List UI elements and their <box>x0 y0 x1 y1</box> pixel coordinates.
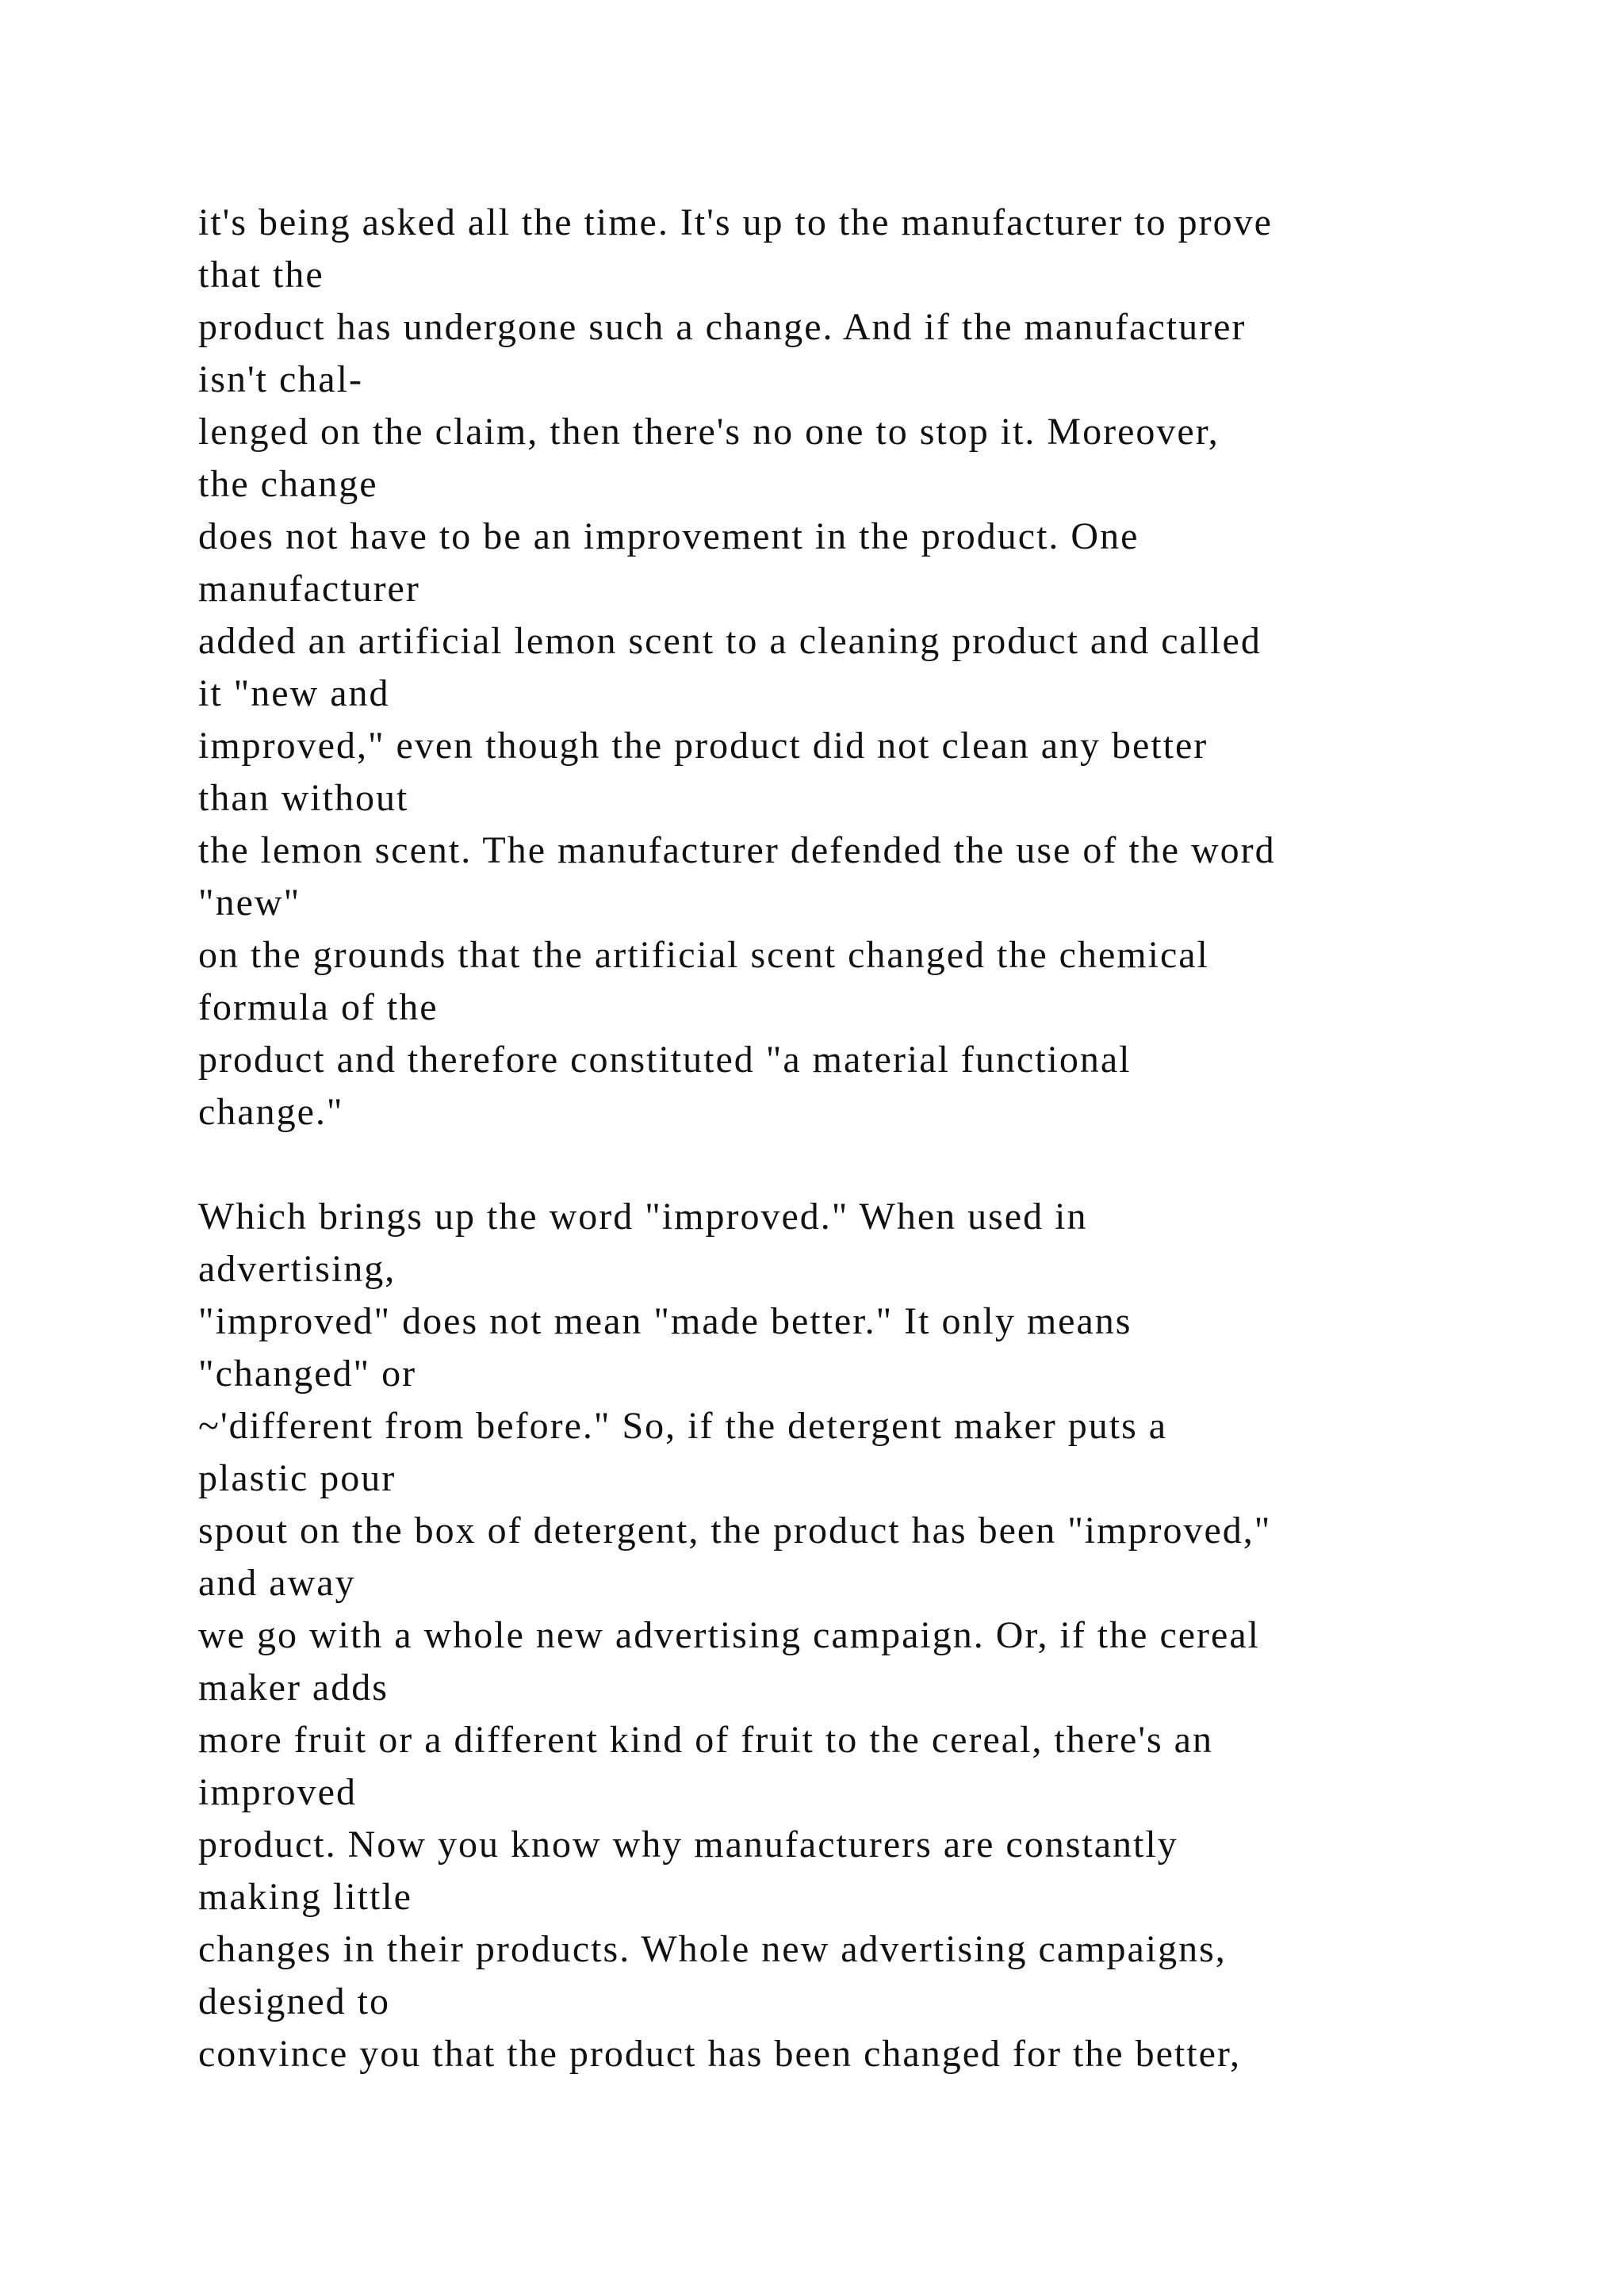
text-line: improved <box>198 1771 357 1813</box>
text-line: "changed" or <box>198 1353 417 1395</box>
text-line: convince you that the product has been changed for the better, <box>198 2033 1241 2075</box>
text-line: than without <box>198 777 409 819</box>
text-line: "new" <box>198 882 301 924</box>
text-line: product. Now you know why manufacturers are constantly <box>198 1823 1178 1866</box>
text-line: maker adds <box>198 1667 389 1709</box>
text-line: ~'different from before." So, if the detergent maker puts a <box>198 1405 1168 1447</box>
text-line: it "new and <box>198 672 390 714</box>
text-line: making little <box>198 1876 412 1918</box>
text-line: lenged on the claim, then there's no one to stop it. Moreover, <box>198 411 1220 453</box>
text-line: more fruit or a different kind of fruit to the cereal, there's an <box>198 1719 1213 1761</box>
text-line: formula of the <box>198 986 439 1028</box>
text-line: product and therefore constituted "a material functional <box>198 1039 1132 1081</box>
text-line: we go with a whole new advertising campaign. Or, if the cereal <box>198 1614 1260 1656</box>
text-line: changes in their products. Whole new advertising campaigns, <box>198 1928 1227 1970</box>
text-line: does not have to be an improvement in the product. One <box>198 515 1139 557</box>
text-line: plastic pour <box>198 1457 396 1499</box>
text-line: it's being asked all the time. It's up to the manufacturer to prove <box>198 201 1273 243</box>
text-line: spout on the box of detergent, the product has been "improved," <box>198 1510 1272 1552</box>
blank-line <box>198 1138 1507 1191</box>
text-line: Which brings up the word "improved." When used in <box>198 1196 1088 1238</box>
text-line: the lemon scent. The manufacturer defended the use of the word <box>198 829 1276 871</box>
body-text <box>198 197 1507 2080</box>
text-line: and away <box>198 1562 356 1604</box>
text-line: added an artificial lemon scent to a cleaning product and called <box>198 620 1262 662</box>
text-line: designed to <box>198 1980 390 2022</box>
text-line: change." <box>198 1091 344 1133</box>
text-line: improved," even though the product did not clean any better <box>198 725 1208 767</box>
text-line: advertising, <box>198 1248 396 1290</box>
text-line: the change <box>198 463 378 505</box>
text-line: product has undergone such a change. And if the manufacturer <box>198 306 1247 348</box>
text-line: on the grounds that the artificial scent changed the chemical <box>198 934 1209 976</box>
text-line: manufacturer <box>198 568 420 610</box>
text-line: isn't chal- <box>198 358 363 400</box>
text-line: that the <box>198 254 324 296</box>
text-line: "improved" does not mean "made better." It only means <box>198 1300 1132 1342</box>
